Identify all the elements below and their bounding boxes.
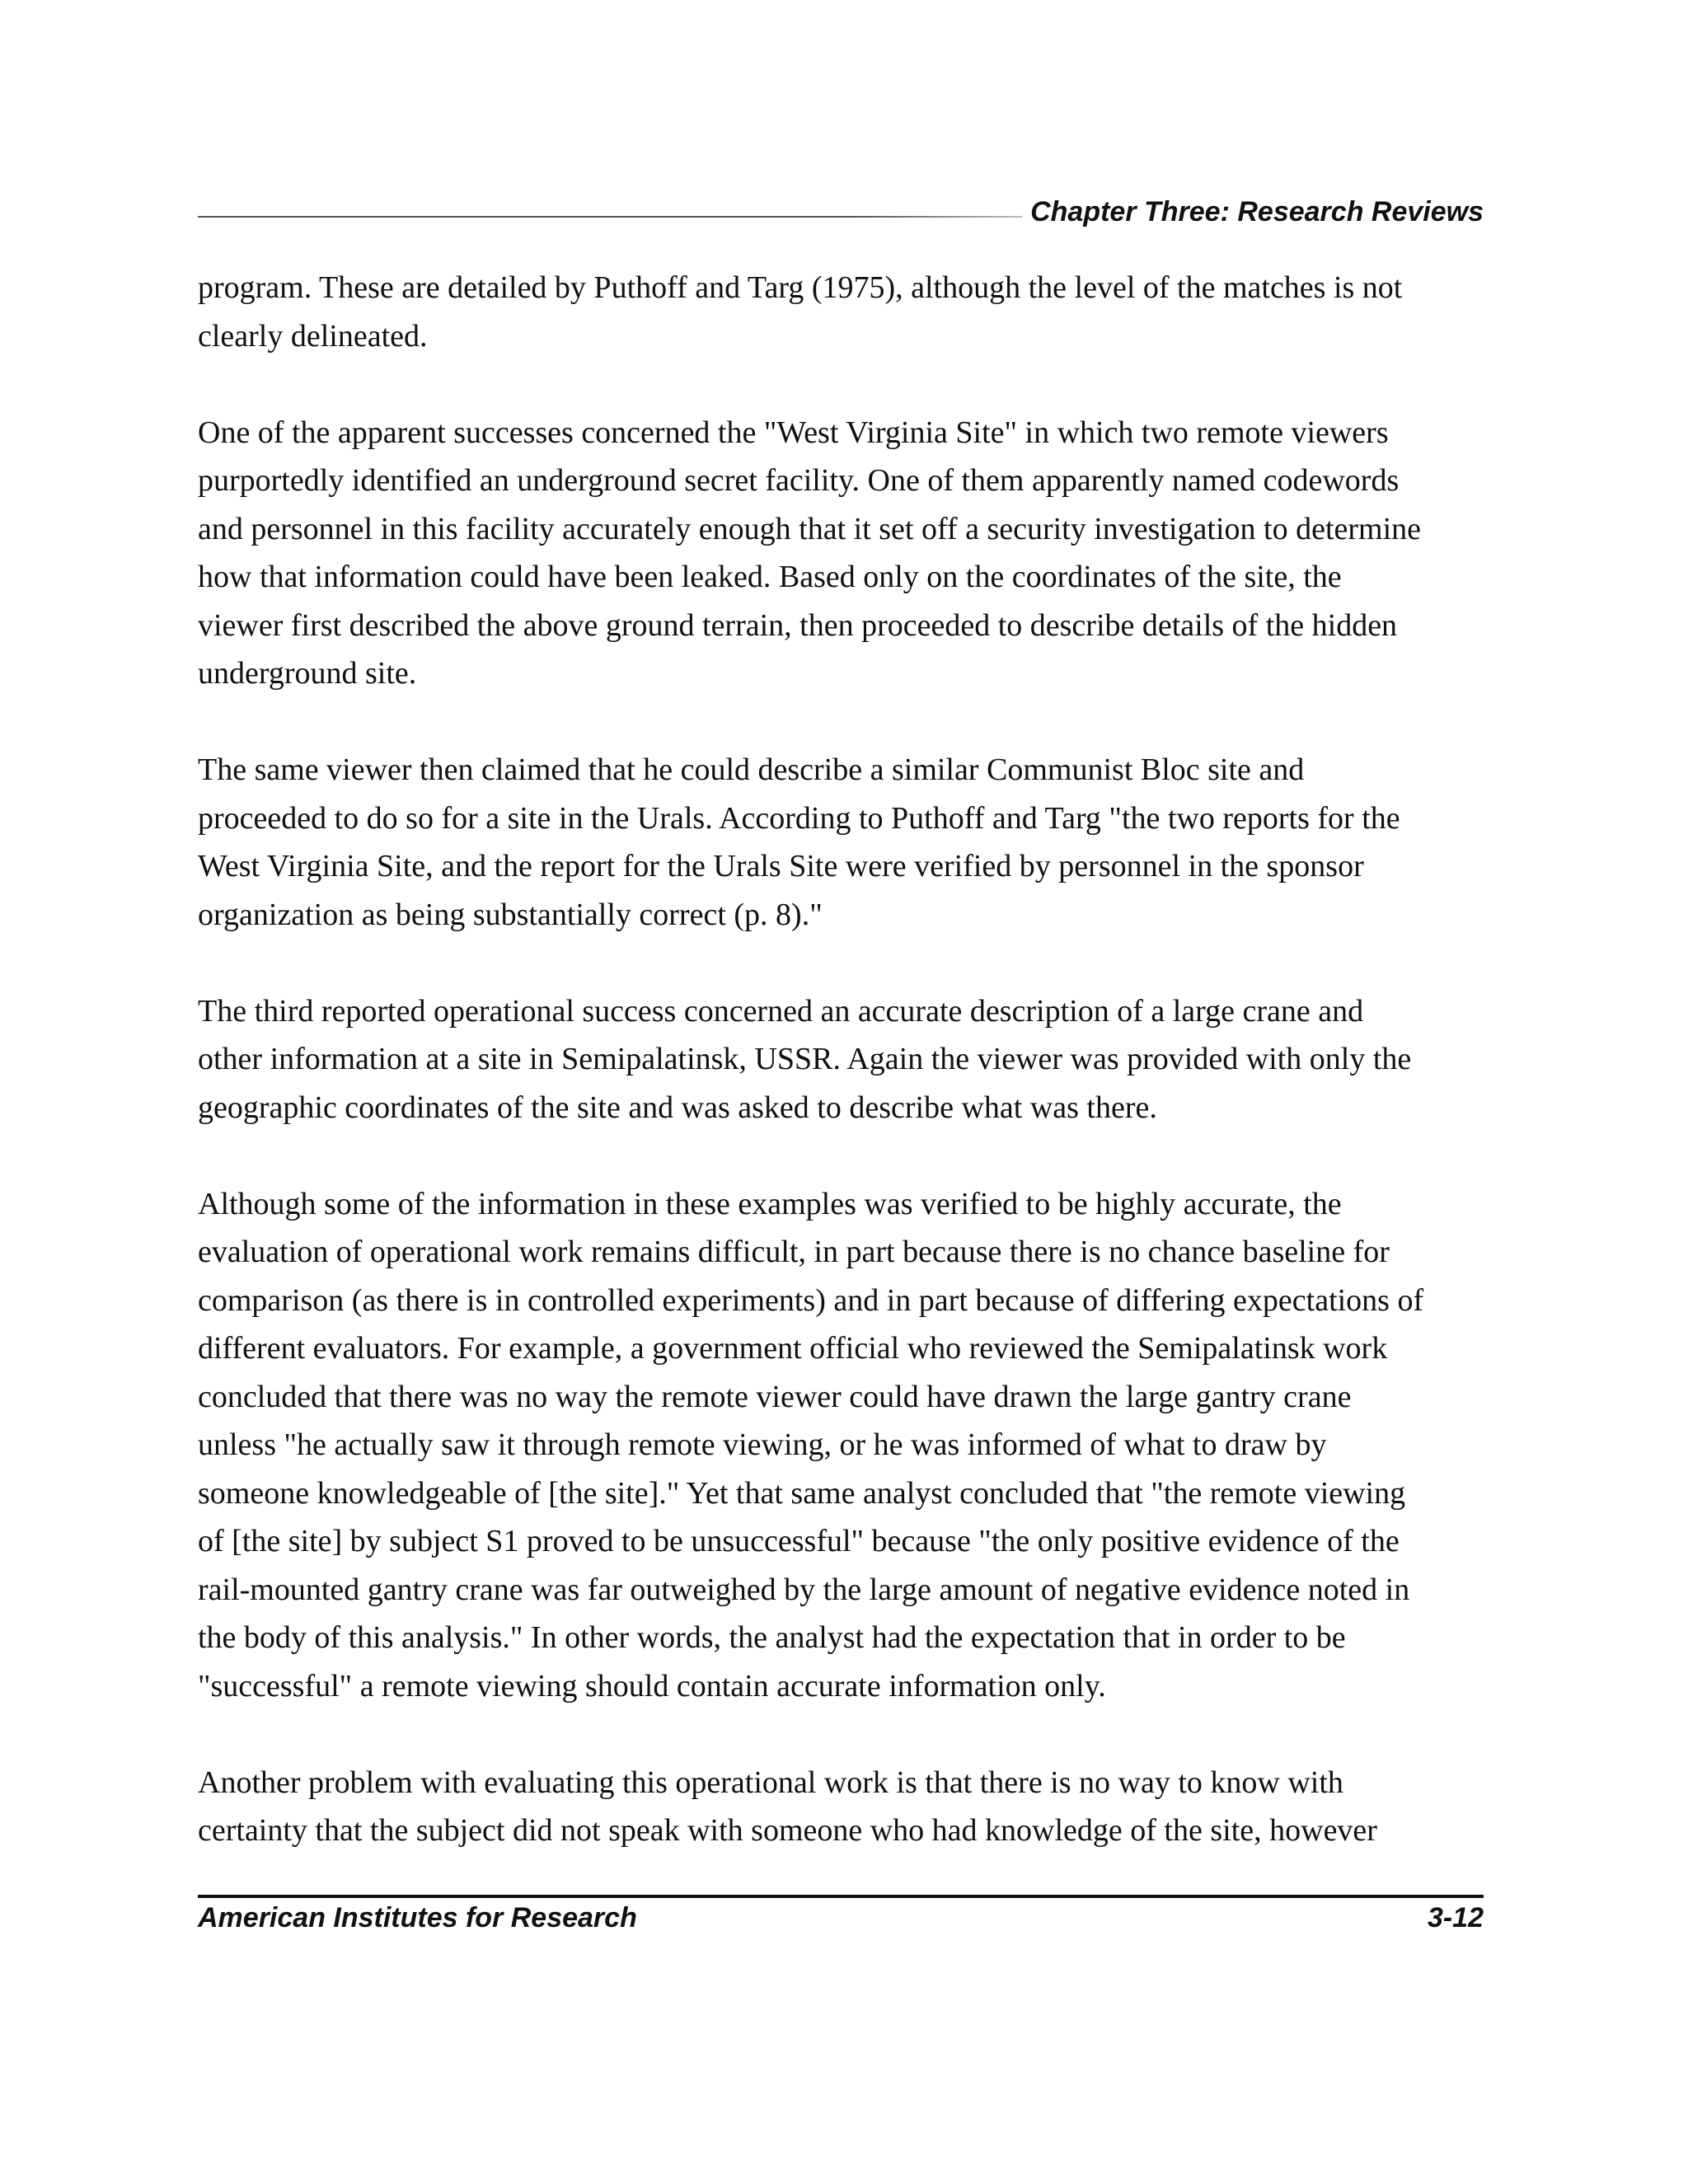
paragraph [198,264,1484,360]
text-line: how that information could have been leaked. Based only on the coordinates of the site, the [198,560,1342,594]
text-line: purportedly identified an underground secret facility. One of them apparently named codewords [198,463,1400,498]
text-line: certainty that the subject did not speak with someone who had knowledge of the site, however [198,1813,1377,1848]
text-line: program. These are detailed by Puthoff and Targ (1975), although the level of the matches is not [198,270,1403,305]
text-line: and personnel in this facility accurately enough that it set off a security investigation to determine [198,511,1422,546]
text-line: West Virginia Site, and the report for the Urals Site were verified by personnel in the sponsor [198,849,1364,883]
header-rule [198,216,1022,218]
text-line: the body of this analysis." In other words, the analyst had the expectation that in order to be [198,1620,1346,1655]
text-line: comparison (as there is in controlled experiments) and in part because of differing expectations of [198,1282,1424,1318]
text-line: clearly delineated. [198,318,428,354]
text-line: underground site. [198,656,417,691]
text-line: other information at a site in Semipalatinsk, USSR. Again the viewer was provided with only the [198,1042,1412,1076]
page-number: 3-12 [1427,1902,1484,1933]
text-line: "successful" a remote viewing should contain accurate information only. [198,1668,1106,1704]
text-line: different evaluators. For example, a government official who reviewed the Semipalatinsk work [198,1331,1388,1366]
text-line: viewer first described the above ground terrain, then proceeded to describe details of the hidden [198,607,1398,643]
text-line: organization as being substantially correct (p. 8)." [198,897,823,932]
footer-rule [198,1895,1484,1898]
text-line: The third reported operational success concerned an accurate description of a large crane and [198,993,1364,1029]
text-line: evaluation of operational work remains difficult, in part because there is no chance baseline for [198,1235,1390,1269]
paragraph [198,987,1484,1132]
text-line: geographic coordinates of the site and was asked to describe what was there. [198,1090,1157,1125]
text-line: unless "he actually saw it through remote viewing, or he was informed of what to draw by [198,1427,1327,1462]
text-line: of [the site] by subject S1 proved to be unsuccessful" because "the only positive evidence of the [198,1524,1400,1558]
text-line: One of the apparent successes concerned the "West Virginia Site" in which two remote viewers [198,415,1389,450]
paragraph [198,746,1484,939]
chapter-title: Chapter Three: Research Reviews [1030,196,1484,227]
text-line: The same viewer then claimed that he could describe a similar Communist Bloc site and [198,752,1305,787]
text-line: rail-mounted gantry crane was far outweighed by the large amount of negative evidence noted in [198,1572,1410,1607]
body-text [198,264,1484,1855]
text-line: Although some of the information in these examples was verified to be highly accurate, the [198,1186,1342,1221]
text-line: proceeded to do so for a site in the Urals. According to Puthoff and Targ "the two reports for the [198,800,1400,836]
paragraph [198,409,1484,698]
footer-organization: American Institutes for Research [198,1902,637,1933]
paragraph [198,1759,1484,1855]
text-line: someone knowledgeable of [the site]." Yet that same analyst concluded that "the remote viewing [198,1475,1406,1511]
text-line: concluded that there was no way the remote viewer could have drawn the large gantry crane [198,1379,1352,1414]
text-line: Another problem with evaluating this operational work is that there is no way to know with [198,1765,1343,1800]
paragraph [198,1180,1484,1711]
